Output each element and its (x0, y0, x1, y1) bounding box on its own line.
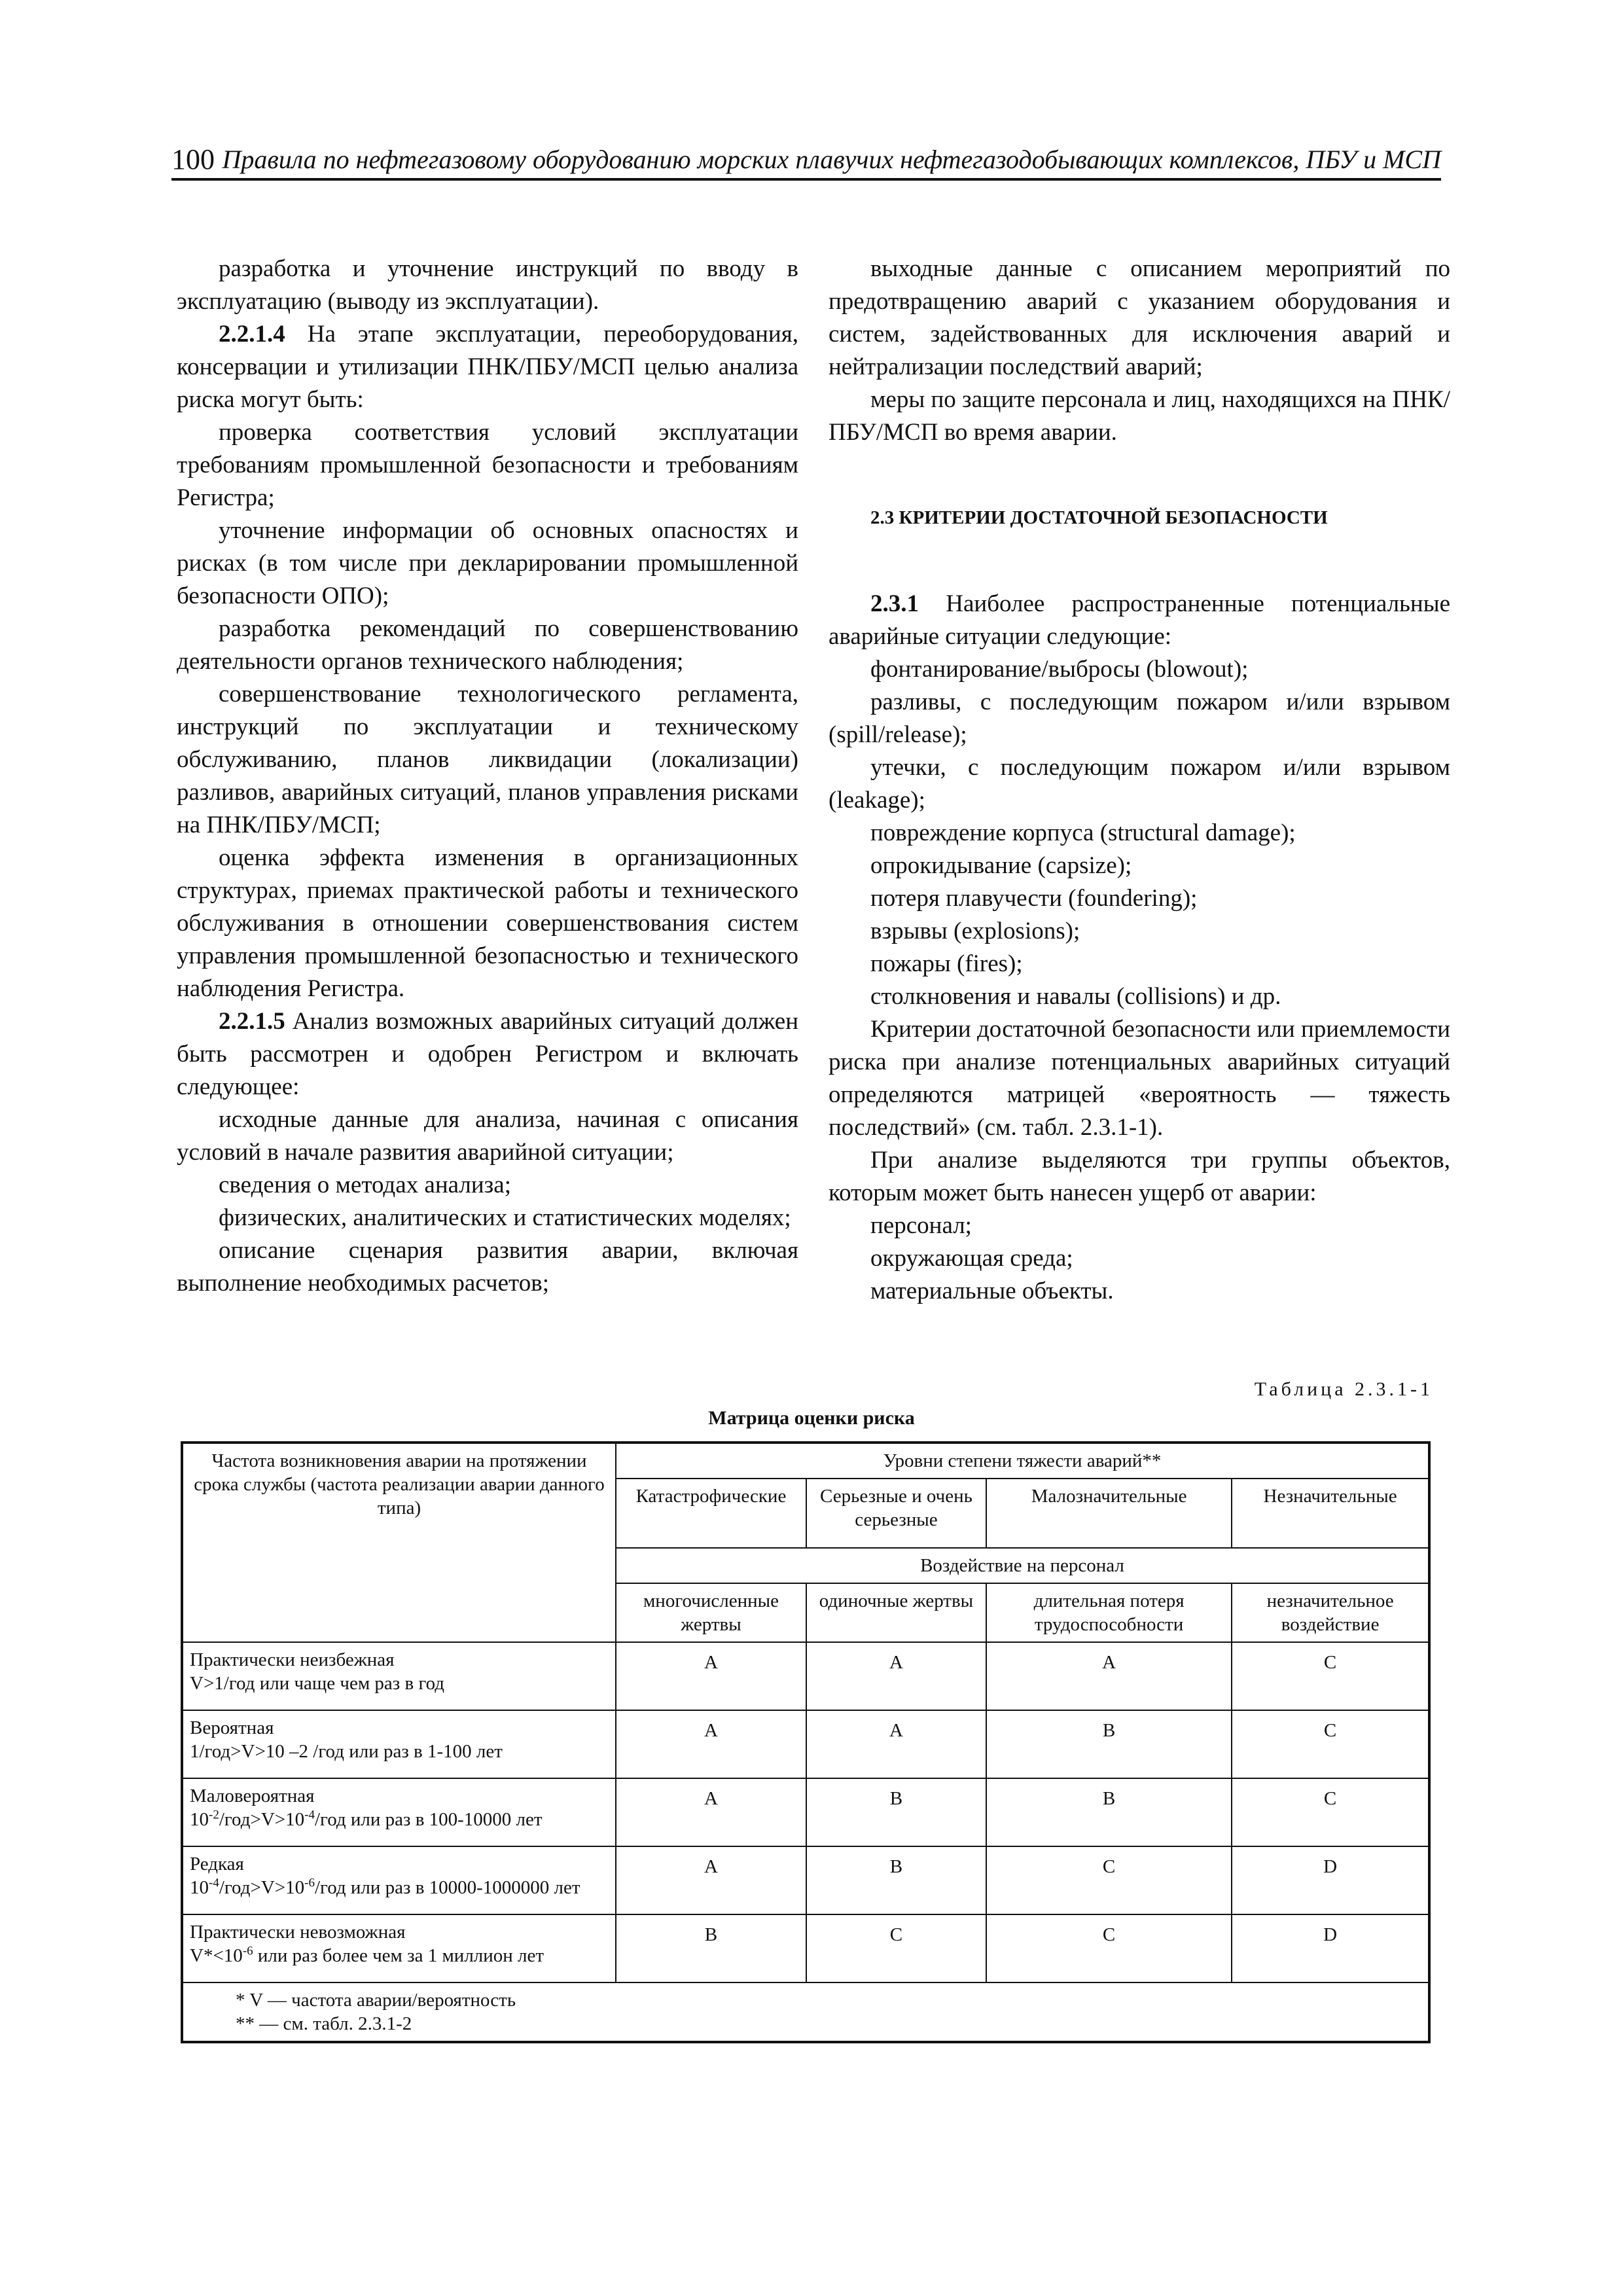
paragraph: При анализе выделяются три группы объектов, которым может быть нанесен ущерб от аварии: (829, 1147, 1450, 1206)
paragraph: разработка рекомендаций по совершенствованию деятельности органов технического наблюдения; (177, 615, 798, 675)
grade-cell: B (986, 1778, 1232, 1846)
impact-header: Воздействие на персонал (616, 1548, 1429, 1583)
paragraph: уточнение информации об основных опасностях и рисках (в том числе при декларировании промышленной безопасности ОПО); (177, 517, 798, 609)
grade-cell: D (1232, 1846, 1429, 1914)
grade-cell: A (616, 1778, 806, 1846)
list-item: потеря плавучести (foundering); (870, 885, 1198, 912)
table-notes-row (182, 1982, 1429, 2042)
grade-cell: A (806, 1710, 986, 1778)
impact-level: одиночные жертвы (806, 1583, 986, 1642)
table-notes (182, 1982, 1429, 2042)
grade-cell: B (806, 1846, 986, 1914)
table-row (182, 1778, 1429, 1846)
table-title: Матрица оценки риска (708, 1407, 915, 1429)
grade-cell: C (806, 1914, 986, 1982)
list-item: повреждение корпуса (structural damage); (870, 819, 1296, 846)
severity-level: Серьезные и очень серьезные (806, 1479, 986, 1548)
grade-cell: B (806, 1778, 986, 1846)
severity-level: Катастрофические (616, 1479, 806, 1548)
table-row (182, 1642, 1429, 1710)
note: * V — частота аварии/вероятность (236, 1990, 516, 2011)
list-item: утечки, с последующим пожаром и/или взрывом (leakage); (829, 754, 1450, 814)
frequency-cell: Практически неизбежная V>1/год или чаще чем раз в год (182, 1642, 616, 1710)
paragraph-2-3-1: 2.3.1 Наиболее распространенные потенциальные аварийные ситуации следующие: (829, 590, 1450, 650)
grade-cell: B (616, 1914, 806, 1982)
grade-cell: C (986, 1846, 1232, 1914)
grade-cell: C (1232, 1642, 1429, 1710)
clause-number: 2.3.1 (870, 590, 919, 617)
frequency-cell: Вероятная 1/год>V>10 –2 /год или раз в 1-100 лет (182, 1710, 616, 1778)
clause-number: 2.2.1.5 (219, 1008, 285, 1035)
paragraph-2-2-1-4: 2.2.1.4 На этапе эксплуатации, переоборудования, консервации и утилизации ПНК/ПБУ/МСП целью анализа риска могут быть: (177, 321, 798, 413)
impact-level: незначительное воздействие (1232, 1583, 1429, 1642)
grade-cell: C (1232, 1778, 1429, 1846)
table-header-row (182, 1443, 1429, 1479)
grade-cell: A (986, 1642, 1232, 1710)
impact-level: многочисленные жертвы (616, 1583, 806, 1642)
right-column (829, 253, 1450, 1308)
list-item: окружающая среда; (870, 1245, 1073, 1272)
grade-cell: D (1232, 1914, 1429, 1982)
grade-cell: A (616, 1846, 806, 1914)
running-title: Правила по нефтегазовому оборудованию морских плавучих нефтегазодобывающих комплексов, ПБУ и МСП (222, 145, 1441, 174)
header-rule (171, 178, 1441, 181)
grade-cell: B (986, 1710, 1232, 1778)
paragraph-2-2-1-5: 2.2.1.5 Анализ возможных аварийных ситуаций должен быть рассмотрен и одобрен Регистром и включать следующее: (177, 1008, 798, 1100)
paragraph: оценка эффекта изменения в организационных структурах, приемах практической работы и технического обслуживания в отношении совершенствования систем управления промышленной безопасностью и технического наблюдения Регистра. (177, 844, 798, 1002)
paragraph: совершенствование технологического регламента, инструкций по эксплуатации и техническому обслуживанию, планов ликвидации (локализации) разливов, аварийных ситуаций, планов управления рисками на ПНК/ПБУ/МСП; (177, 681, 798, 838)
severity-header: Уровни степени тяжести аварий** (616, 1443, 1429, 1479)
list-item: материальные объекты. (870, 1278, 1114, 1304)
list-item: персонал; (870, 1212, 972, 1239)
frequency-header: Частота возникновения аварии на протяжении срока службы (частота реализации аварии данного типа) (182, 1443, 616, 1642)
table-row (182, 1846, 1429, 1914)
paragraph: разработка и уточнение инструкций по вводу в эксплуатацию (выводу из эксплуатации). (177, 255, 798, 315)
section-heading: 2.3 КРИТЕРИИ ДОСТАТОЧНОЙ БЕЗОПАСНОСТИ (870, 507, 1328, 528)
severity-level: Незначительные (1232, 1479, 1429, 1548)
frequency-cell: Редкая $10^{-4}/год>V>10^{-6}$/год или раз в 10000-1000000 лет (182, 1846, 616, 1914)
list-item: опрокидывание (capsize); (870, 852, 1132, 879)
frequency-cell: Практически невозможная $V*<10^{-6}$ или раз более чем за 1 миллион лет (182, 1914, 616, 1982)
paragraph: выходные данные с описанием мероприятий по предотвращению аварий с указанием оборудования и систем, задействованных для исключения аварий и нейтрализации последствий аварий; (829, 255, 1450, 380)
table-row (182, 1710, 1429, 1778)
paragraph: Критерии достаточной безопасности или приемлемости риска при анализе потенциальных аварийных ситуаций определяются матрицей «вероятность — тяжесть последствий» (см. табл. 2.3.1-1). (829, 1016, 1450, 1141)
paragraph: исходные данные для анализа, начиная с описания условий в начале развития аварийной ситуации; (177, 1106, 798, 1166)
severity-level: Малозначительные (986, 1479, 1232, 1548)
frequency-cell: Маловероятная $10^{-2}/год>V>10^{-4}$/год или раз в 100-10000 лет (182, 1778, 616, 1846)
list-item: разливы, с последующим пожаром и/или взрывом (spill/release); (829, 689, 1450, 748)
left-column (177, 253, 798, 1300)
paragraph: физических, аналитических и статистических моделях; (219, 1204, 791, 1231)
impact-level: длительная потеря трудоспособности (986, 1583, 1232, 1642)
list-item: взрывы (explosions); (870, 918, 1080, 944)
page-number: 100 (171, 143, 215, 175)
risk-matrix-table (181, 1441, 1431, 2043)
paragraph: сведения о методах анализа; (219, 1172, 511, 1198)
table-caption: Таблица 2.3.1-1 (1254, 1378, 1433, 1400)
grade-cell: C (1232, 1710, 1429, 1778)
paragraph: описание сценария развития аварии, включая выполнение необходимых расчетов; (177, 1237, 798, 1297)
list-item: пожары (fires); (870, 950, 1023, 977)
grade-cell: A (616, 1710, 806, 1778)
page-header (171, 143, 1441, 179)
grade-cell: A (616, 1642, 806, 1710)
list-item: фонтанирование/выбросы (blowout); (870, 656, 1249, 683)
table-row (182, 1914, 1429, 1982)
clause-number: 2.2.1.4 (219, 321, 285, 348)
list-item: столкновения и навалы (collisions) и др. (870, 983, 1281, 1010)
note: ** — см. табл. 2.3.1-2 (236, 2013, 412, 2034)
paragraph: проверка соответствия условий эксплуатации требованиям промышленной безопасности и требованиям Регистра; (177, 419, 798, 511)
paragraph: меры по защите персонала и лиц, находящихся на ПНК/ПБУ/МСП во время аварии. (829, 386, 1450, 446)
grade-cell: A (806, 1642, 986, 1710)
grade-cell: C (986, 1914, 1232, 1982)
